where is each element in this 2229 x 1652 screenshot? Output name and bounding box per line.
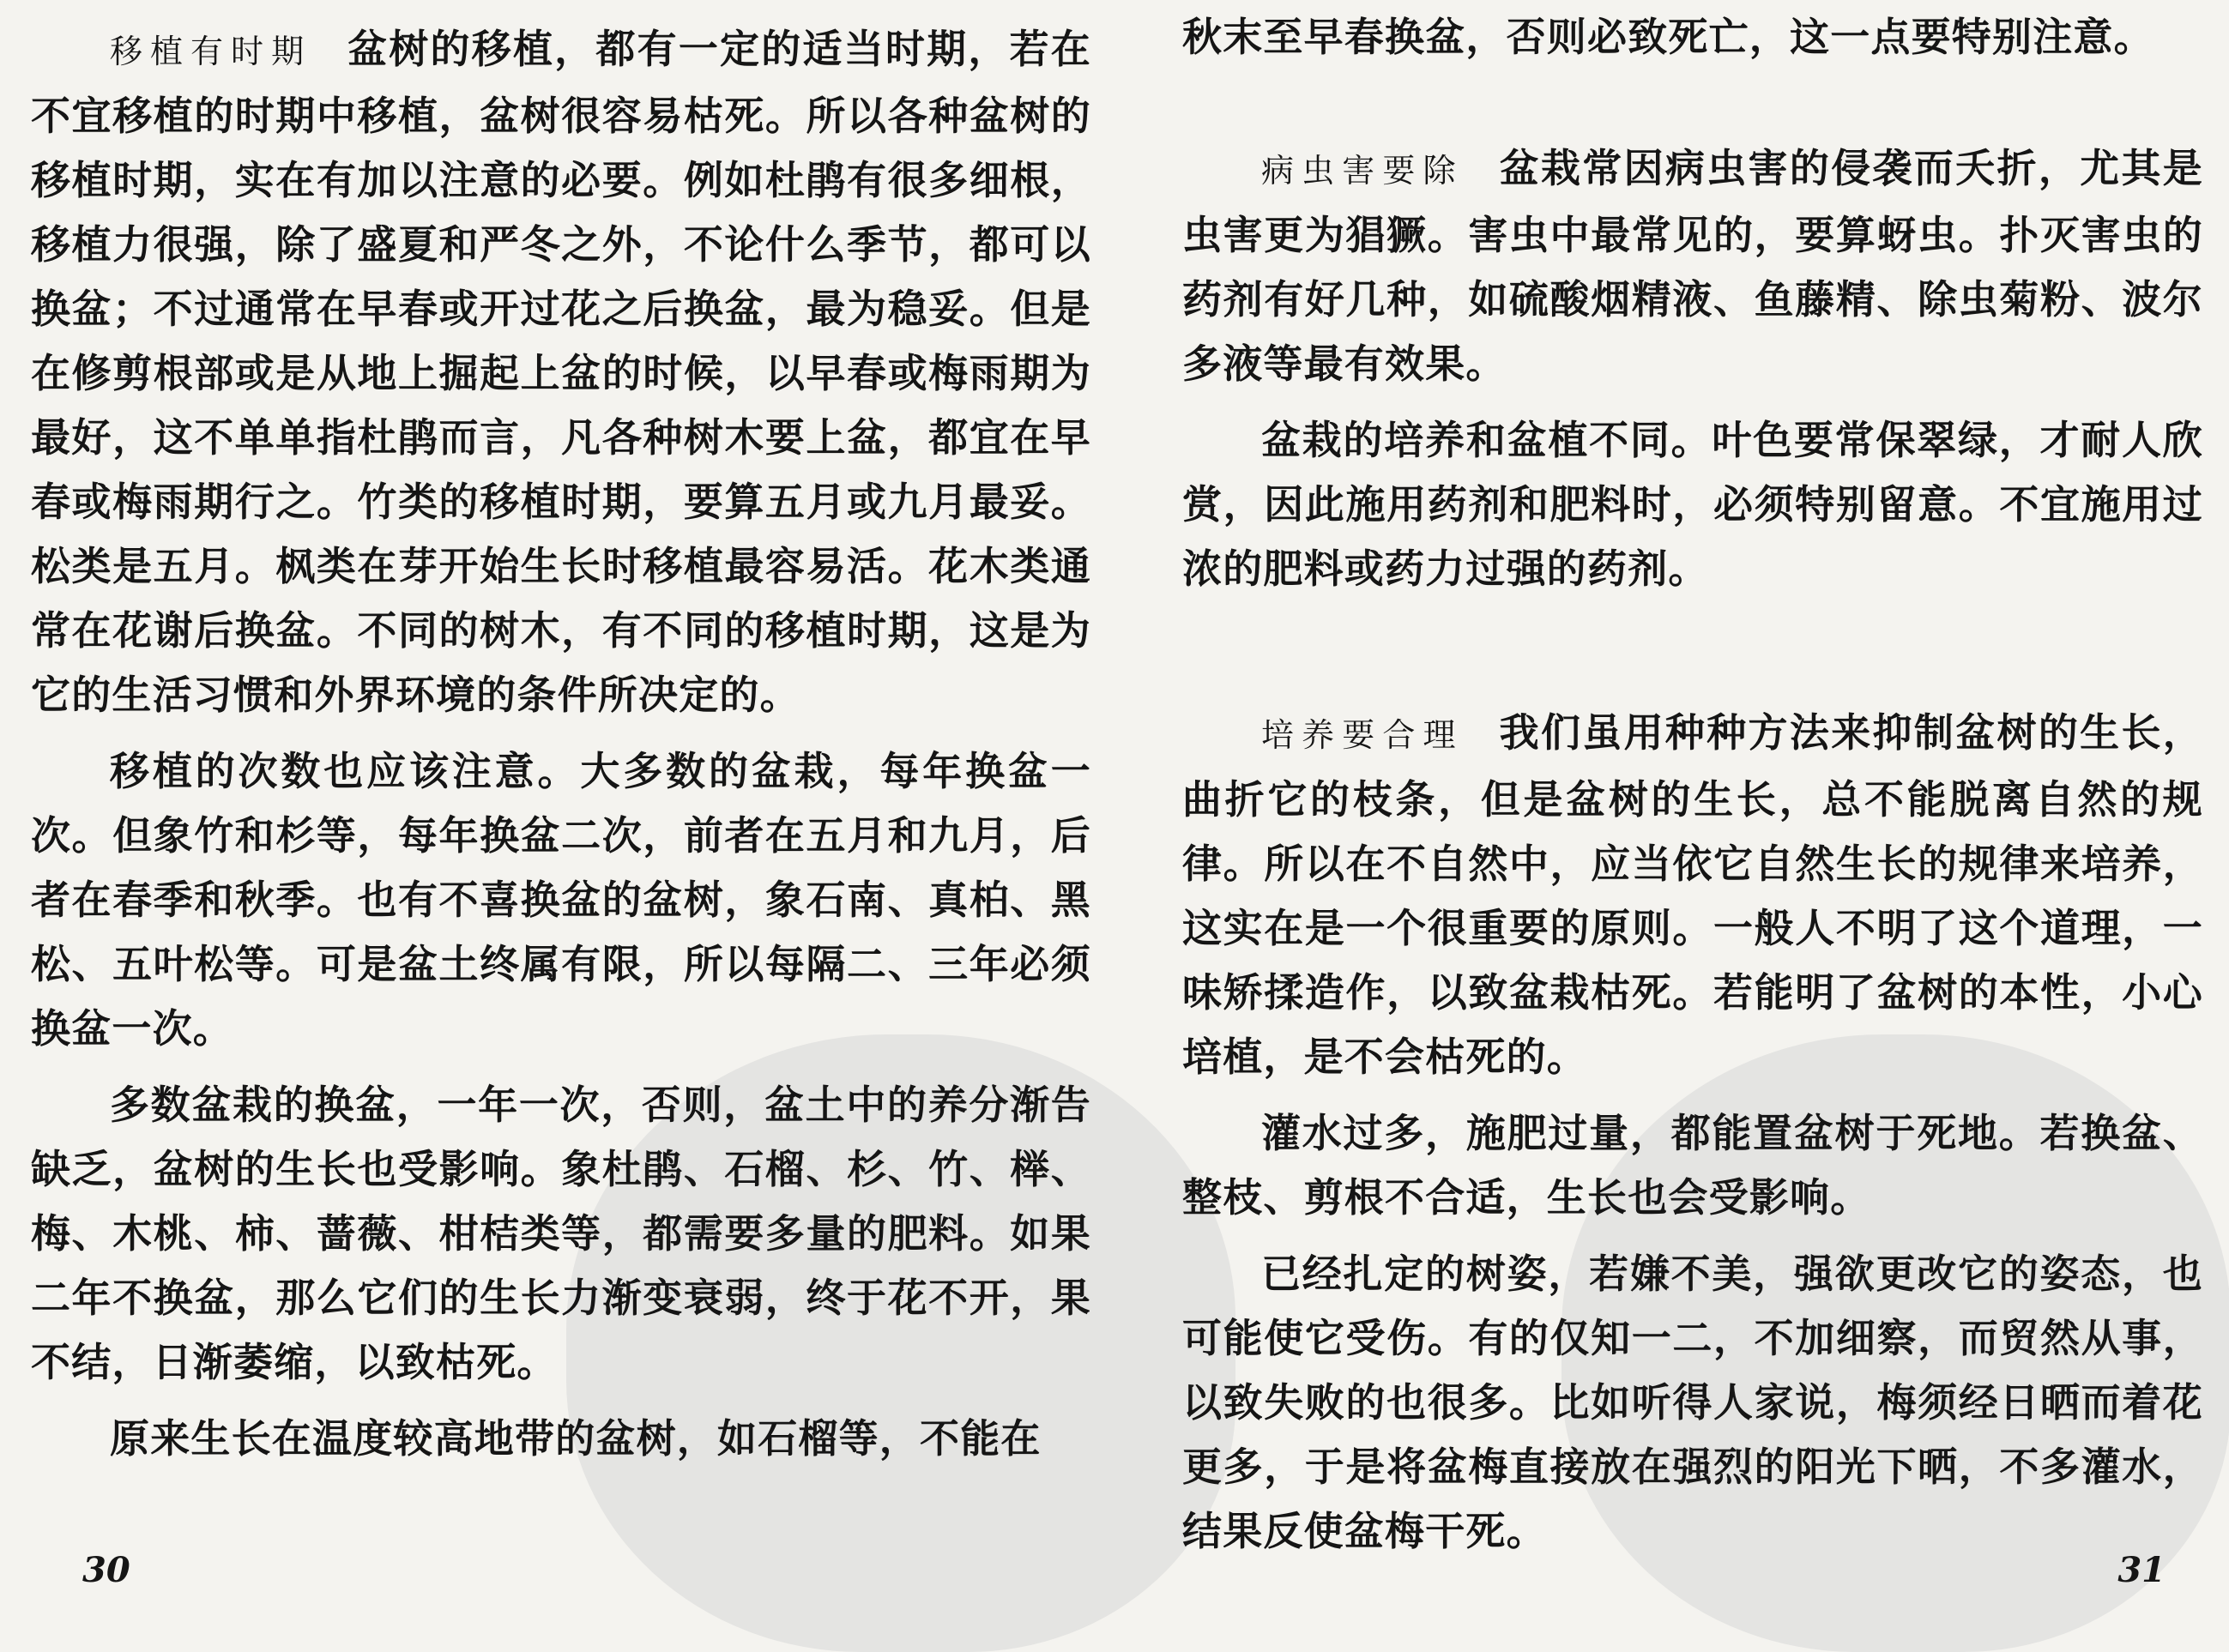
paragraph-text: 盆栽常因病虫害的侵袭而夭折，尤其是虫害更为猖獗。害虫中最常见的，要算蚜虫。扑灭害虫的药剂有好几种，如硫酸烟精液、鱼藤精、除虫菊粉、波尔多液等最有效果。 bbox=[1182, 145, 2203, 387]
paragraph bbox=[1182, 701, 2203, 1089]
continued-paragraph: 秋末至早春换盆，否则必致死亡，这一点要特别注意。 bbox=[1182, 14, 2154, 60]
page-number: 31 bbox=[2117, 1550, 2166, 1590]
paragraph-text: 我们虽用种种方法来抑制盆树的生长，曲折它的枝条，但是盆树的生长，总不能脱离自然的规律。所以在不自然中，应当依它自然生长的规律来培养，这实在是一个很重要的原则。一般人不明了这个道理，一味矫揉造作，以致盆栽枯死。若能明了盆树的本性，小心培植，是不会枯死的。 bbox=[1182, 709, 2203, 1080]
paragraph: 已经扎定的树姿，若嫌不美，强欲更改它的姿态，也可能使它受伤。有的仅知一二，不加细察，而贸然从事，以致失败的也很多。比如听得人家说，梅须经日晒而着花更多，于是将盆梅直接放在强烈的阳光下晒，不多灌水，结果反使盆梅干死。 bbox=[1182, 1251, 2203, 1554]
left-page-text bbox=[31, 17, 1091, 1471]
paragraph: 盆栽的培养和盆植不同。叶色要常保翠绿，才耐人欣赏，因此施用药剂和肥料时，必须特别留意。不宜施用过浓的肥料或药力过强的药剂。 bbox=[1182, 417, 2203, 592]
paragraph: 原来生长在温度较高地带的盆树，如石榴等，不能在 bbox=[110, 1415, 1042, 1462]
paragraph bbox=[1182, 136, 2203, 396]
page-number: 30 bbox=[82, 1550, 130, 1590]
paragraph: 多数盆栽的换盆，一年一次，否则，盆土中的养分渐告缺乏，盆树的生长也受影响。象杜鹃、石榴、杉、竹、榉、梅、木桃、柿、蔷薇、柑桔类等，都需要多量的肥料。如果二年不换盆，那么它们的生长力渐变衰弱，终于花不开，果不结，日渐萎缩，以致枯死。 bbox=[31, 1082, 1091, 1385]
right-page bbox=[1114, 0, 2229, 1601]
section-title: 移植有时期 bbox=[110, 33, 312, 70]
paragraph: 灌水过多，施肥过量，都能置盆树于死地。若换盆、整枝、剪根不合适，生长也会受影响。 bbox=[1182, 1110, 2203, 1221]
left-page bbox=[0, 0, 1114, 1601]
paragraph bbox=[31, 17, 1091, 727]
section-title: 病虫害要除 bbox=[1261, 152, 1464, 190]
paragraph: 移植的次数也应该注意。大多数的盆栽，每年换盆一次。但象竹和杉等，每年换盆二次，前者在五月和九月，后者在春季和秋季。也有不喜换盆的盆树，象石南、真柏、黑松、五叶松等。可是盆土终属有限，所以每隔二、三年必须换盆一次。 bbox=[31, 748, 1091, 1052]
right-page-text bbox=[1182, 5, 2203, 1564]
section-title: 培养要合理 bbox=[1261, 716, 1464, 754]
paragraph-text: 盆树的移植，都有一定的适当时期，若在不宜移植的时期中移植，盆树很容易枯死。所以各种盆树的移植时期，实在有加以注意的必要。例如杜鹃有很多细根，移植力很强，除了盛夏和严冬之外，不论什么季节，都可以换盆；不过通常在早春或开过花之后换盆，最为稳妥。但是在修剪根部或是从地上掘起上盆的时候，以早春或梅雨期为最好，这不单单指杜鹃而言，凡各种树木要上盆，都宜在早春或梅雨期行之。竹类的移植时期，要算五月或九月最妥。松类是五月。枫类在芽开始生长时移植最容易活。花木类通常在花谢后换盆。不同的树木，有不同的移植时期，这是为它的生活习惯和外界环境的条件所决定的。 bbox=[31, 26, 1091, 718]
